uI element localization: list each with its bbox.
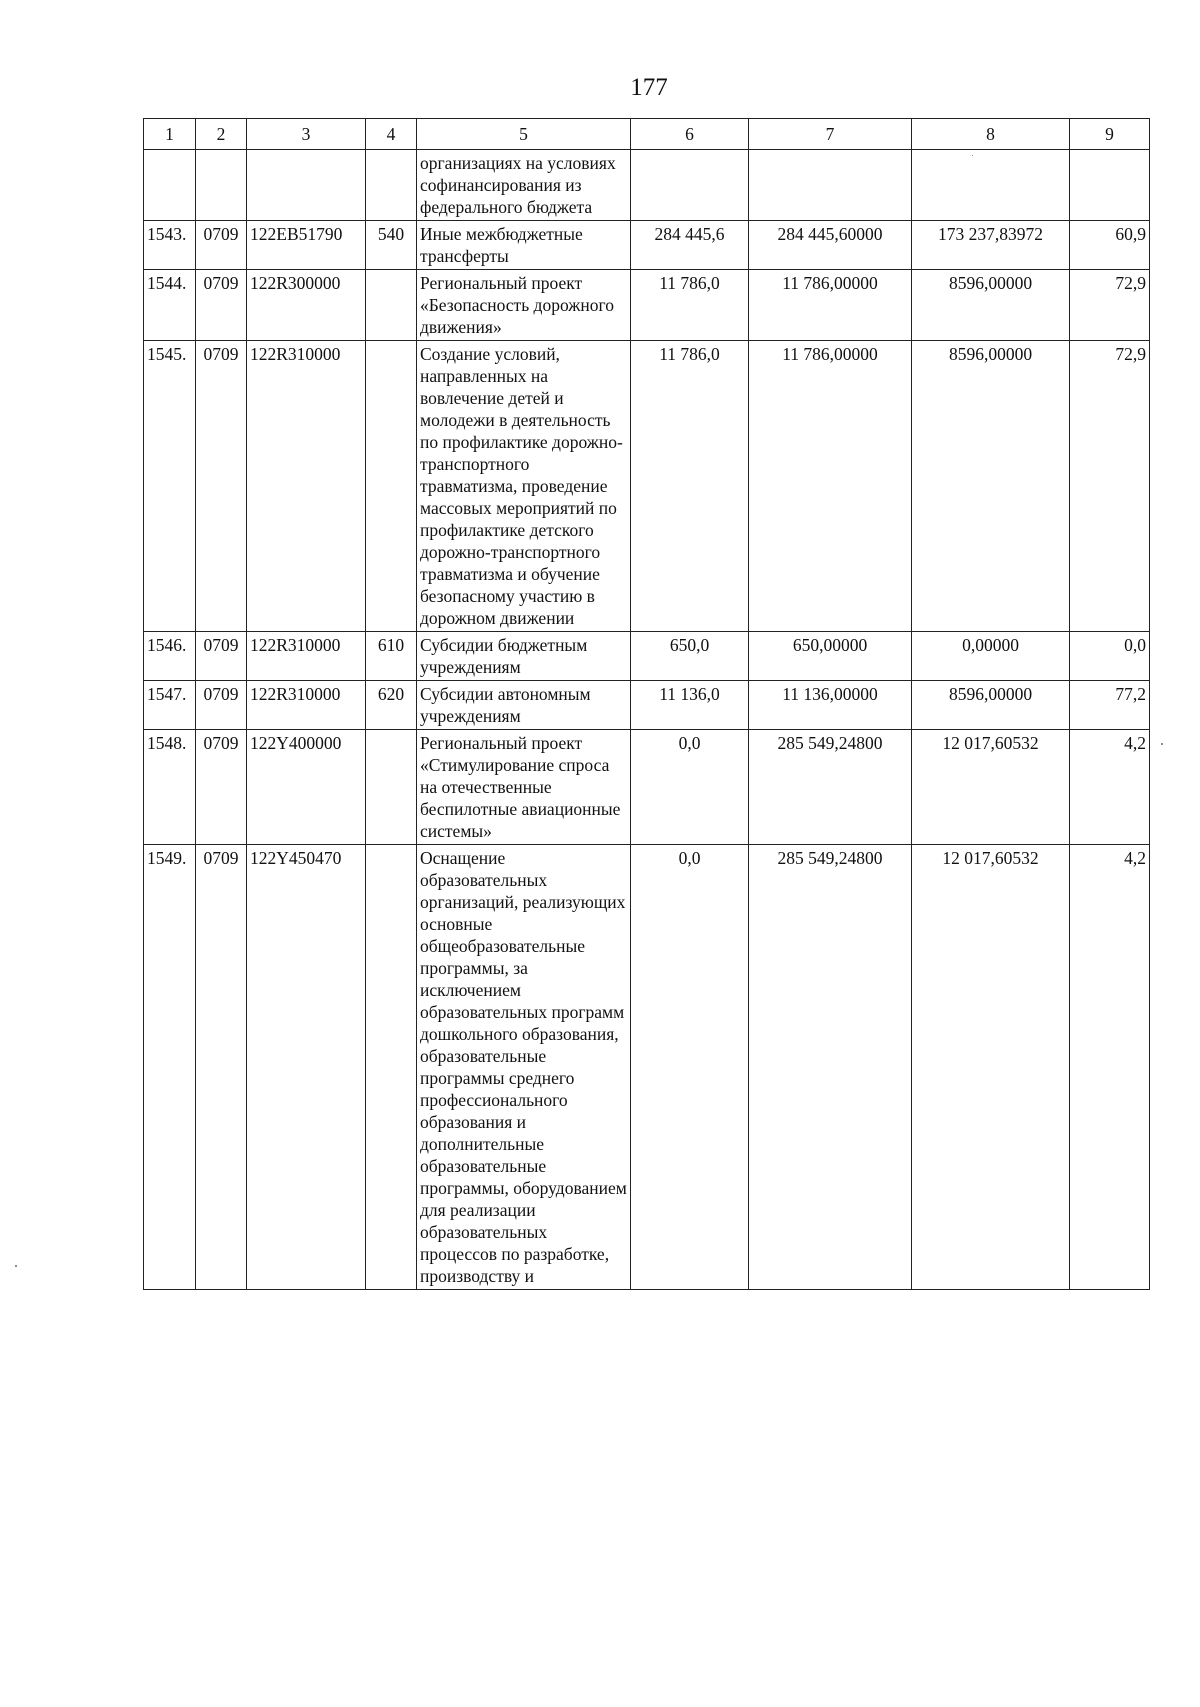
actual-amount: 12 017,60532 [912,845,1070,1290]
actual-amount [912,150,1070,221]
planned-amount [631,150,749,221]
refined-amount: 11 786,00000 [749,341,912,632]
table-body [144,150,1150,1290]
execution-percent: 4,2 [1070,845,1150,1290]
item-name: Оснащение образовательных организаций, реализующих основные общеобразовательные программы, за исключением образовательных программ дошкольного образования, образовательные программы среднего профессионального образования и дополнительные образовательные программы, оборудованием для реализации образовательных процессов по разработке, производству и [417,845,631,1290]
refined-amount: 285 549,24800 [749,845,912,1290]
refined-amount: 285 549,24800 [749,730,912,845]
planned-amount: 0,0 [631,845,749,1290]
expense-type-code [366,150,417,221]
item-name: Создание условий, направленных на вовлечение детей и молодежи в деятельность по профилактике дорожно-транспортного травматизма, проведение массовых мероприятий по профилактике детского дорожно-транспортного травматизма и обучение безопасному участию в дорожном движении [417,341,631,632]
refined-amount: 11 786,00000 [749,270,912,341]
column-header: 4 [366,119,417,150]
section-code: 0709 [196,221,247,270]
target-article-code: 122Y450470 [247,845,366,1290]
column-header: 1 [144,119,196,150]
expense-type-code: 620 [366,681,417,730]
item-name: Субсидии бюджетным учреждениям [417,632,631,681]
planned-amount: 11 136,0 [631,681,749,730]
refined-amount: 284 445,60000 [749,221,912,270]
section-code [196,150,247,221]
section-code: 0709 [196,270,247,341]
scan-speck [972,155,973,156]
execution-percent: 60,9 [1070,221,1150,270]
item-name: Региональный проект «Безопасность дорожного движения» [417,270,631,341]
table-row [144,845,1150,1290]
refined-amount [749,150,912,221]
table-row [144,150,1150,221]
item-name: Иные межбюджетные трансферты [417,221,631,270]
execution-percent: 72,9 [1070,341,1150,632]
target-article-code [247,150,366,221]
item-name: Субсидии автономным учреждениям [417,681,631,730]
target-article-code: 122R310000 [247,341,366,632]
planned-amount: 650,0 [631,632,749,681]
target-article-code: 122R300000 [247,270,366,341]
refined-amount: 11 136,00000 [749,681,912,730]
section-code: 0709 [196,845,247,1290]
table-row [144,632,1150,681]
column-header: 8 [912,119,1070,150]
column-header: 2 [196,119,247,150]
row-number: 1546. [144,632,196,681]
target-article-code: 122R310000 [247,681,366,730]
planned-amount: 0,0 [631,730,749,845]
target-article-code: 122R310000 [247,632,366,681]
expense-type-code: 610 [366,632,417,681]
row-number: 1543. [144,221,196,270]
row-number: 1549. [144,845,196,1290]
actual-amount: 173 237,83972 [912,221,1070,270]
scan-speck [1161,743,1163,745]
table-row [144,221,1150,270]
target-article-code: 122EB51790 [247,221,366,270]
section-code: 0709 [196,730,247,845]
planned-amount: 11 786,0 [631,341,749,632]
target-article-code: 122Y400000 [247,730,366,845]
planned-amount: 284 445,6 [631,221,749,270]
item-name: организациях на условиях софинансирования из федерального бюджета [417,150,631,221]
actual-amount: 8596,00000 [912,270,1070,341]
table-row [144,341,1150,632]
scan-speck [15,1265,17,1267]
column-header: 6 [631,119,749,150]
header-row [144,119,1150,150]
item-name: Региональный проект «Стимулирование спроса на отечественные беспилотные авиационные системы» [417,730,631,845]
row-number: 1547. [144,681,196,730]
section-code: 0709 [196,341,247,632]
execution-percent [1070,150,1150,221]
row-number: 1545. [144,341,196,632]
execution-percent: 72,9 [1070,270,1150,341]
column-header: 5 [417,119,631,150]
expense-type-code [366,341,417,632]
expense-type-code [366,270,417,341]
table-header [144,119,1150,150]
actual-amount: 12 017,60532 [912,730,1070,845]
page-number: 177 [630,74,668,101]
row-number: 1544. [144,270,196,341]
table-row [144,681,1150,730]
actual-amount: 0,00000 [912,632,1070,681]
column-header: 7 [749,119,912,150]
planned-amount: 11 786,0 [631,270,749,341]
expense-type-code: 540 [366,221,417,270]
execution-percent: 77,2 [1070,681,1150,730]
expense-type-code [366,730,417,845]
execution-percent: 0,0 [1070,632,1150,681]
section-code: 0709 [196,681,247,730]
section-code: 0709 [196,632,247,681]
column-header: 9 [1070,119,1150,150]
refined-amount: 650,00000 [749,632,912,681]
column-header: 3 [247,119,366,150]
expense-type-code [366,845,417,1290]
table-row [144,270,1150,341]
execution-percent: 4,2 [1070,730,1150,845]
budget-table [143,118,1150,1290]
actual-amount: 8596,00000 [912,341,1070,632]
table-row [144,730,1150,845]
row-number: 1548. [144,730,196,845]
row-number [144,150,196,221]
actual-amount: 8596,00000 [912,681,1070,730]
